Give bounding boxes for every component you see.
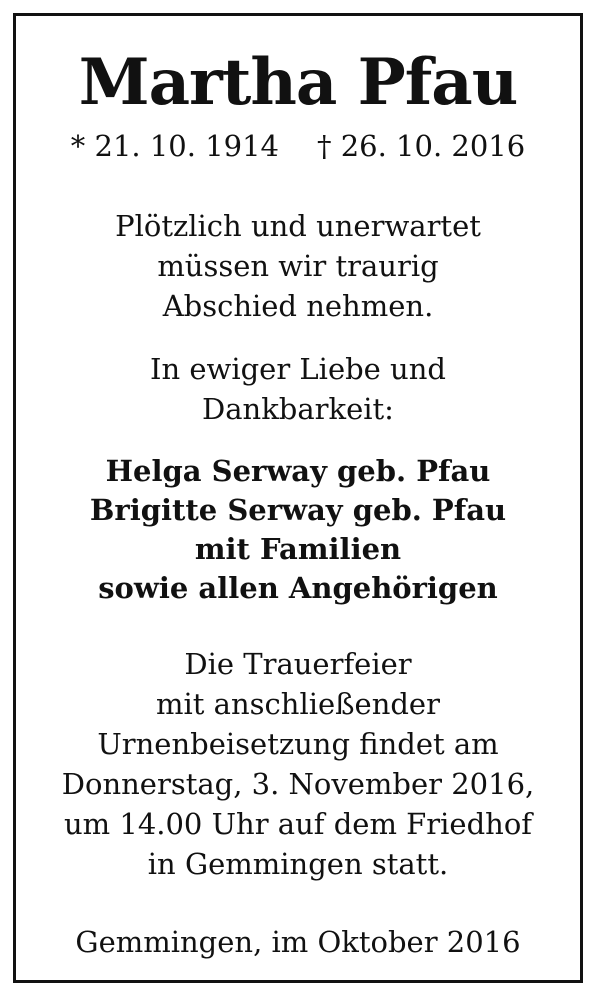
service-line: um 14.00 Uhr auf dem Friedhof [63, 807, 533, 841]
obituary-notice [13, 13, 583, 983]
farewell-message [16, 206, 580, 326]
place-and-date: Gemmingen, im Oktober 2016 [75, 925, 521, 959]
service-line: Die Trauerfeier [184, 647, 412, 681]
funeral-service-info [16, 644, 580, 884]
life-dates [16, 128, 580, 164]
mourners-list [16, 452, 580, 608]
love-line: Dankbarkeit: [202, 392, 394, 426]
deceased-name: Martha Pfau [78, 45, 518, 120]
death-date: † 26. 10. 2016 [317, 129, 526, 163]
mourner-line: sowie allen Angehörigen [98, 571, 498, 605]
birth-date: * 21. 10. 1914 [70, 129, 279, 163]
farewell-line: Abschied nehmen. [162, 289, 434, 323]
mourner-line: Brigitte Serway geb. Pfau [89, 493, 507, 527]
service-line: Urnenbeisetzung findet am [97, 727, 499, 761]
mourner-line: mit Familien [194, 532, 402, 566]
service-line: mit anschließender [156, 687, 440, 721]
love-message [16, 349, 580, 429]
service-line: in Gemmingen statt. [147, 847, 449, 881]
mourner-line: Helga Serway geb. Pfau [105, 454, 491, 488]
farewell-line: Plötzlich und unerwartet [115, 209, 481, 243]
farewell-line: müssen wir traurig [157, 249, 439, 283]
love-line: In ewiger Liebe und [150, 352, 446, 386]
service-line: Donnerstag, 3. November 2016, [61, 767, 535, 801]
